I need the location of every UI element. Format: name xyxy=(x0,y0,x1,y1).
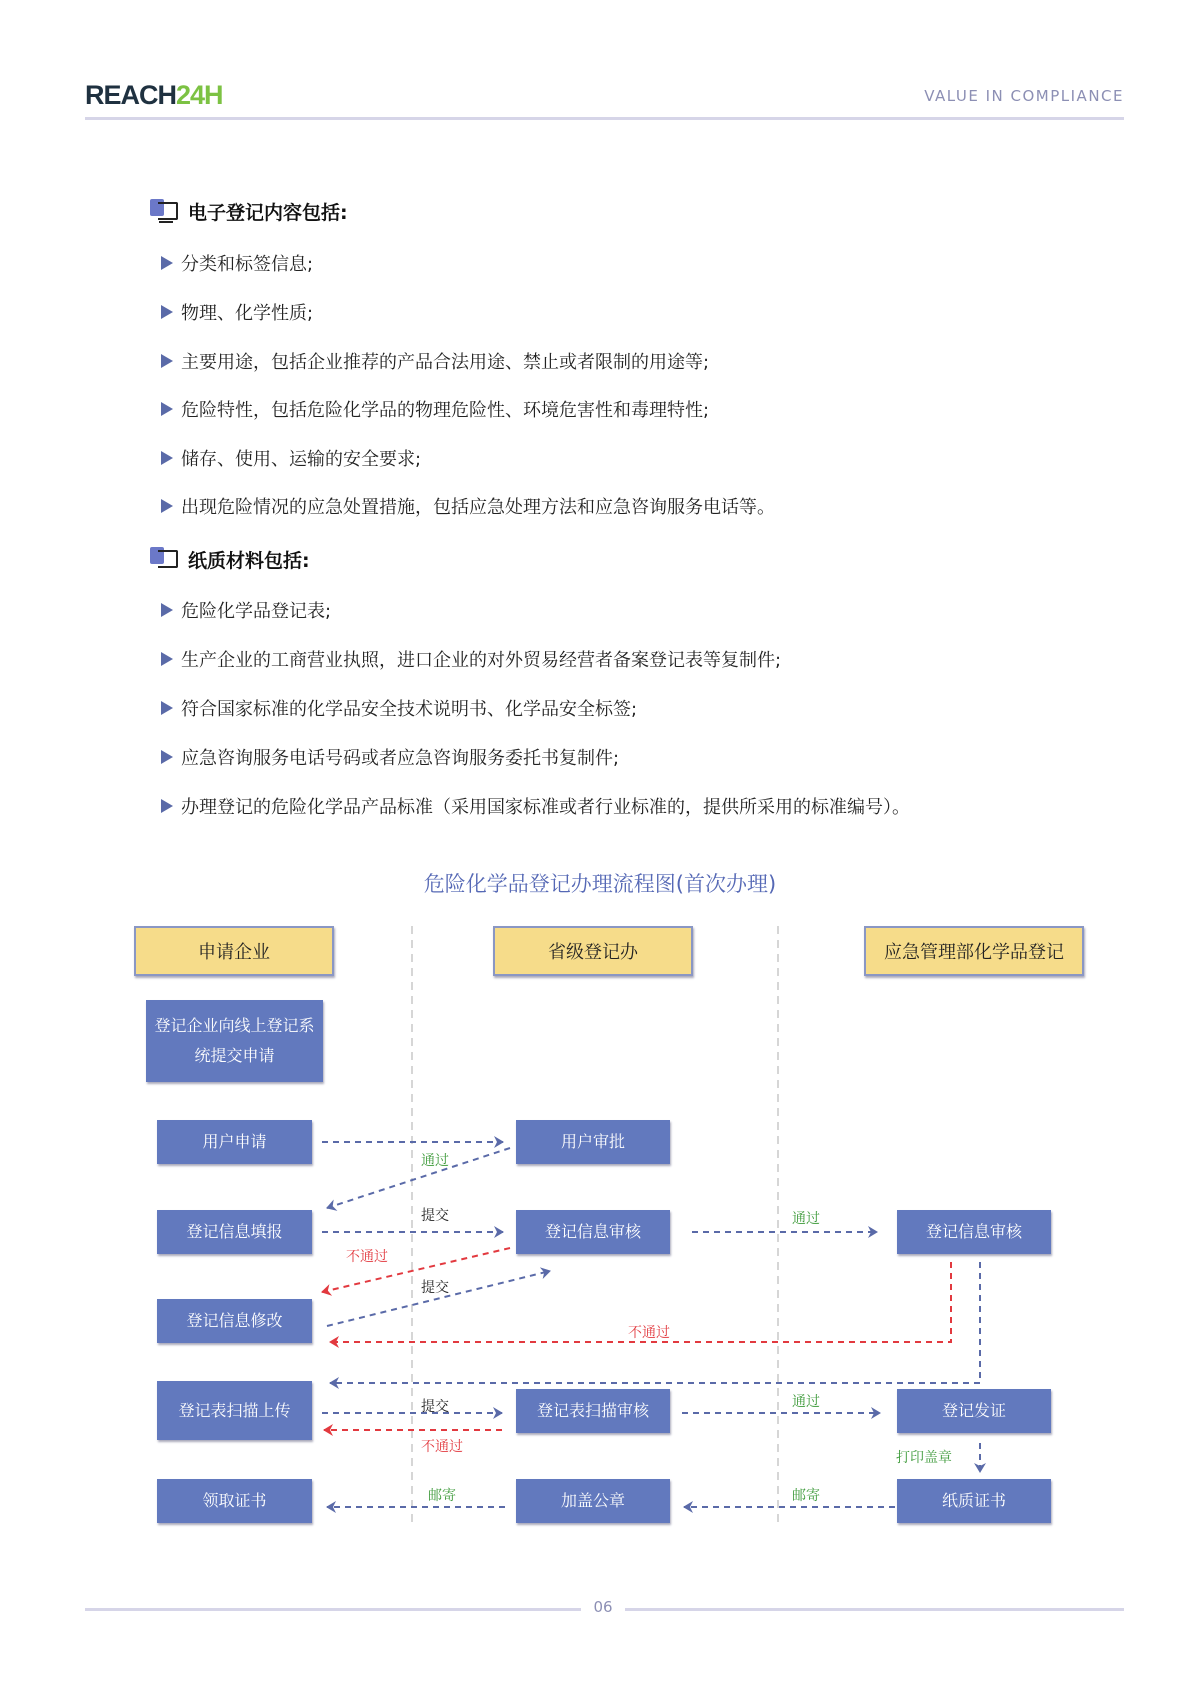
list-item-text: 危险特性，包括危险化学品的物理危险性、环境危害性和毒理特性; xyxy=(181,400,710,421)
label-fail: 不通过 xyxy=(628,1325,670,1341)
list-item-text: 主要用途，包括企业推荐的产品合法用途、禁止或者限制的用途等; xyxy=(181,352,710,373)
box-scan-review: 登记表扫描审核 xyxy=(516,1389,670,1433)
list-item-text: 应急咨询服务电话号码或者应急咨询服务委托书复制件; xyxy=(181,748,620,769)
list-item-text: 储存、使用、运输的安全要求; xyxy=(181,449,422,470)
box-submit: 登记企业向线上登记系统提交申请 xyxy=(146,1000,323,1082)
label-pass: 通过 xyxy=(792,1394,820,1410)
box-stamp: 加盖公章 xyxy=(516,1479,670,1523)
box-info-review-ministry: 登记信息审核 xyxy=(897,1210,1051,1254)
list-item-text: 物理、化学性质; xyxy=(181,303,314,324)
label-submit: 提交 xyxy=(421,1399,449,1415)
arrow-approve-to-fill xyxy=(327,1148,510,1208)
label-fail: 不通过 xyxy=(346,1249,388,1265)
page-number: 06 xyxy=(593,1598,613,1616)
tagline: VALUE IN COMPLIANCE xyxy=(924,87,1124,105)
logo-text: REACH xyxy=(85,80,177,110)
box-info-review: 登记信息审核 xyxy=(516,1210,670,1254)
list-item-text: 办理登记的危险化学品产品标准（采用国家标准或者行业标准的，提供所采用的标准编号）。 xyxy=(181,797,910,818)
label-submit: 提交 xyxy=(421,1208,449,1224)
box-scan-upload: 登记表扫描上传 xyxy=(157,1381,312,1440)
label-mail: 邮寄 xyxy=(428,1488,456,1504)
box-user-apply: 用户申请 xyxy=(157,1120,312,1164)
list-item-text: 符合国家标准的化学品安全技术说明书、化学品安全标签; xyxy=(181,699,638,720)
list-item-text: 出现危险情况的应急处置措施，包括应急处理方法和应急咨询服务电话等。 xyxy=(181,497,775,518)
flowchart-title: 危险化学品登记办理流程图(首次办理) xyxy=(423,872,777,896)
label-mail: 邮寄 xyxy=(792,1488,820,1504)
footer-divider xyxy=(85,1608,581,1611)
logo-accent: 24H xyxy=(176,80,223,110)
footer-divider xyxy=(625,1608,1124,1611)
list-item-text: 危险化学品登记表; xyxy=(181,601,332,622)
label-pass: 通过 xyxy=(421,1153,449,1169)
lane-provincial: 省级登记办 xyxy=(493,926,693,976)
list-item-text: 分类和标签信息; xyxy=(181,254,314,275)
box-issue: 登记发证 xyxy=(897,1389,1051,1433)
label-fail: 不通过 xyxy=(421,1439,463,1455)
lane-applicant: 申请企业 xyxy=(134,926,334,976)
label-print-stamp: 打印盖章 xyxy=(896,1450,952,1466)
box-paper-cert: 纸质证书 xyxy=(897,1479,1051,1523)
box-info-modify: 登记信息修改 xyxy=(157,1299,312,1343)
label-submit: 提交 xyxy=(421,1280,449,1296)
list-item-text: 生产企业的工商营业执照，进口企业的对外贸易经营者备案登记表等复制件; xyxy=(181,650,782,671)
section2-title: 纸质材料包括: xyxy=(188,550,310,572)
label-pass: 通过 xyxy=(792,1211,820,1227)
box-receive: 领取证书 xyxy=(157,1479,312,1523)
box-user-approve: 用户审批 xyxy=(516,1120,670,1164)
lane-ministry: 应急管理部化学品登记 xyxy=(864,926,1084,976)
box-info-fill: 登记信息填报 xyxy=(157,1210,312,1254)
section1-title: 电子登记内容包括: xyxy=(188,202,348,224)
